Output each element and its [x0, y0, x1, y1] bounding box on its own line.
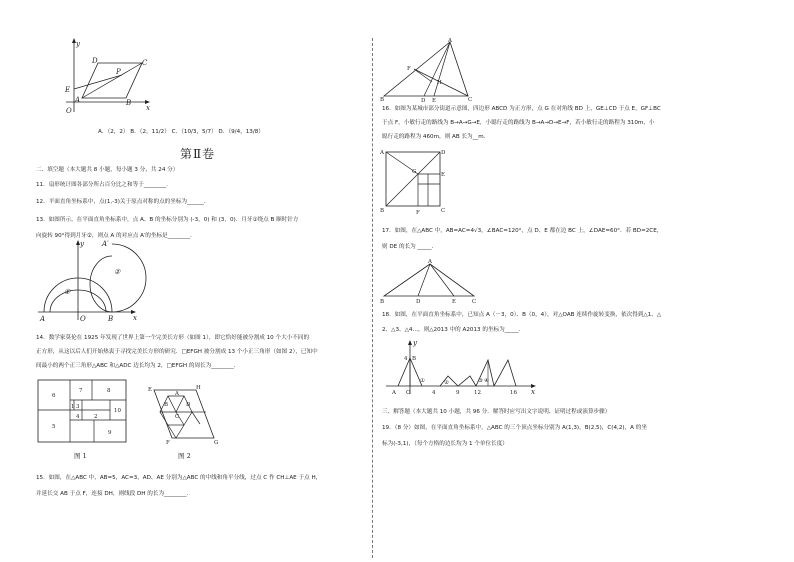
section3-heading: 三、解答题（本大题共 10 小题，共 96 分．解答时应写出文字说明、证明过程或演算步骤） [382, 409, 611, 415]
point-label-b: B [380, 299, 385, 305]
point-label-a: A [380, 150, 384, 156]
square-label: 1 [71, 404, 75, 410]
axis-label-y: y [76, 40, 80, 48]
street-square-figure [380, 148, 446, 216]
point-label-b: B [126, 99, 132, 107]
axis-label-x: x [146, 104, 150, 112]
triangle-parallelogram-figure [140, 384, 220, 446]
moon-rotation-figure [34, 240, 144, 324]
point-label-d: D [441, 150, 446, 156]
axis-label-x: x [531, 388, 535, 396]
figure-2-caption: 图 2 [178, 452, 191, 460]
point-label-c: C [468, 97, 473, 103]
rotation-sequence-figure [380, 338, 540, 398]
square-label: 3 [76, 404, 80, 410]
triangle-index-label: ④ [484, 378, 489, 384]
question-13-line1: 13．如图所示，在平面直角坐标系中，点 A、B 的坐标分别为 (-3，0) 和 (3，0)．月牙①绕点 B 顺时针方 [36, 217, 299, 223]
question-14-line3: 间最小的两个正三角形△ABC 和△ADC 边长均为 2，□EFGH 的周长为________． [36, 363, 240, 369]
point-label-h: H [196, 385, 201, 391]
x-tick-label: 4 [432, 390, 436, 396]
square-label: 2 [94, 414, 98, 420]
point-label-h: H [437, 80, 442, 86]
point-label-e: E [441, 172, 446, 178]
question-12: 12．平面直角坐标系中，点(1,-3)关于原点对称的点的坐标为______． [36, 199, 210, 205]
point-label-a: A [175, 391, 179, 397]
q10-options: A．（2，2） B．（2，11/2） C．（10/3，5/7） D．（9/4，13/8） [98, 129, 264, 135]
moon-2-label: ② [114, 268, 121, 276]
triangle-index-label: ② [444, 380, 449, 386]
square-label: 10 [114, 408, 121, 414]
point-label-b: B [380, 208, 385, 214]
moon-1-label: ① [64, 288, 71, 296]
x-tick-label: 12 [474, 390, 481, 396]
question-13-line2: 向旋转 90°得到月牙②，则点 A 的对应点 A′的坐标是________． [36, 233, 196, 239]
question-16-line3: 聪行走的路程为 460m，则 AB 长为__m． [382, 134, 490, 140]
point-label-p: P [116, 68, 121, 76]
point-label-g: G [214, 440, 219, 446]
point-label-a: A [448, 38, 452, 44]
point-label-f: F [166, 440, 170, 446]
point-label-c: C [441, 208, 446, 214]
perfect-rectangle-figure [38, 380, 128, 444]
question-19-line1: 19．（8 分）如图，在平面直角坐标系中，△ABC 的三个顶点坐标分别为 A(1,3)，B(2,5)，C(4,2)，A 的坐 [382, 425, 647, 431]
point-label-a: A [40, 315, 46, 323]
question-16-line1: 16．如图为某城市部分街道示意图，四边形 ABCD 为正方形，点 G 在对角线 BD 上，GE⊥CD 于点 E，GF⊥BC [382, 106, 661, 112]
axis-label-x: x [133, 314, 137, 322]
triangle-angle-bisector-figure [380, 38, 472, 102]
question-18-line1: 18．如图，在平面直角坐标系中，已知点 A（－3，0）、B（0，4），对△OAB 连续作旋转变换，依次得到△1、△ [382, 312, 662, 318]
square-label: 9 [108, 430, 112, 436]
square-label: 7 [79, 388, 83, 394]
point-label-e: E [148, 387, 153, 393]
point-label-d: D [92, 57, 98, 65]
section-title: 第Ⅱ卷 [180, 147, 216, 161]
point-label-d: D [416, 299, 421, 305]
question-19-line2: 标为(-3,1)，（每个方格的边长均为 1 个单位长度） [382, 441, 508, 447]
point-label-a: A [75, 96, 81, 104]
point-label-e: E [452, 299, 457, 305]
axis-label-y: y [80, 240, 84, 248]
point-label-a: A [428, 259, 432, 265]
x-tick-label: 16 [510, 390, 517, 396]
square-label: 6 [52, 393, 56, 399]
square-label: 5 [52, 424, 56, 430]
column-divider [372, 38, 373, 558]
coordinate-parallelogram-figure [58, 36, 158, 118]
question-16-line2: 于点 F，小敏行走的路线为 B→A→G→E，小聪行走的路线为 B→A→D→E→F，若小敏行走的路程为 310m，小 [382, 120, 655, 126]
point-label-g: G [412, 169, 417, 175]
question-15-line1: 15．如图，在△ABC 中，AB=5，AC=3，AD、AE 分别为△ABC 的中线和角平分线，过点 C 作 CH⊥AE 于点 H， [36, 475, 322, 481]
point-label-d: D [186, 402, 191, 408]
question-14-line2: 正方形，从这以后人们开始热衷于寻找完美长方形的研究．□EFGH 被分割成 13 个小正三角形（如图 2），已知中 [36, 349, 318, 355]
figure-1-caption: 图 1 [74, 452, 87, 460]
point-label-c: C [472, 299, 477, 305]
question-15-line2: 并延长交 AB 于点 F，连接 DH，则线段 DH 的长为________． [36, 491, 193, 497]
point-label-b: B [380, 97, 385, 103]
origin-label: O [66, 107, 72, 115]
point-label-c: C [175, 414, 180, 420]
question-14-line1: 14．数学家莫伦在 1925 年发现了世界上第一个完美长方形（如图 1），即它恰好能被分割成 10 个大小不同的 [36, 335, 310, 341]
origin-label: O [406, 390, 411, 396]
section2-heading: 二、填空题（本大题共 8 小题，每小题 3 分，共 24 分） [36, 167, 179, 173]
y-tick-label: 4 [404, 356, 408, 362]
point-label-d: D [421, 98, 426, 104]
triangle-index-label: ① [420, 378, 425, 384]
point-label-b: B [164, 402, 169, 408]
origin-label: O [80, 315, 86, 323]
axis-label-y: y [413, 339, 417, 347]
question-18-line2: 2、△3、△4…，则△2013 中的 A2013 的坐标为_____． [382, 327, 525, 333]
isosceles-triangle-figure [380, 258, 480, 304]
point-label-f: F [407, 66, 411, 72]
point-label-b: B [412, 356, 417, 362]
point-label-e: E [432, 98, 437, 104]
point-label-c: C [142, 59, 148, 67]
point-label-e: E [65, 86, 71, 94]
question-17-line1: 17．如图，在△ABC 中，AB=AC=4√3，∠BAC=120°，点 D、E 都在边 BC 上，∠DAE=60°．若 BD=2CE， [382, 228, 663, 234]
triangle-index-label: ③ [478, 378, 483, 384]
x-tick-label: 9 [456, 390, 460, 396]
square-label: 4 [76, 414, 80, 420]
question-17-line2: 则 DE 的长为 _____． [382, 244, 438, 250]
point-label-a-prime: A′ [102, 240, 109, 248]
point-label-b: B [108, 315, 114, 323]
square-label: 8 [107, 388, 111, 394]
question-11: 11．扇形统计图各部分所占百分比之和等于________． [36, 182, 172, 188]
point-label-f: F [416, 210, 420, 216]
point-label-a: A [392, 390, 396, 396]
